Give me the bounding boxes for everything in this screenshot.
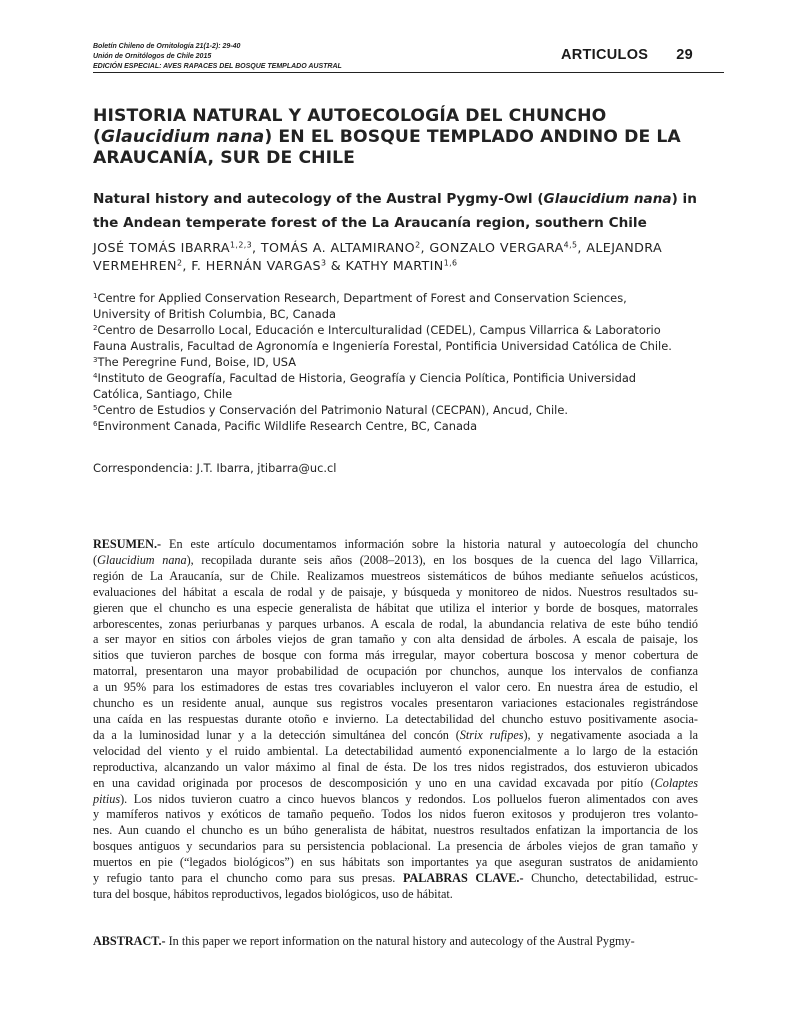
- resumen-line: [93, 744, 698, 760]
- title-part1: HISTORIA NATURAL Y AUTOECOLOGÍA DEL CHUNCHO (: [93, 106, 607, 147]
- affiliation-text: Católica, Santiago, Chile: [93, 387, 233, 401]
- title-part2: ) EN EL BOSQUE TEMPLADO ANDINO DE LA ARAUCANÍA, SUR DE CHILE: [93, 127, 681, 168]
- resumen-text: tura del bosque, hábitos reproductivos, legados biológicos, uso de hábitat.: [93, 886, 453, 901]
- resumen-text: muertos en pie (“legados biológicos”) en sus hábitats son importantes ya que aseguran sustratos de anidamiento: [93, 855, 698, 870]
- author-name: JOSÉ TOMÁS IBARRA: [93, 240, 231, 255]
- resumen-heading: RESUMEN.-: [93, 537, 162, 551]
- resumen-line: [93, 760, 698, 776]
- article-title: [93, 106, 713, 169]
- resumen-text: Chuncho, detectabilidad, estruc-: [523, 871, 698, 886]
- resumen-text: ). Los nidos tuvieron cuatro a cinco huevos blancos y redondos. Los polluelos fueron alimentados con aves: [120, 791, 698, 806]
- resumen-line: [93, 871, 698, 887]
- resumen-line: [93, 712, 698, 728]
- resumen-text: evaluaciones del hábitat a escala de rodal y de paisaje, y búsqueda y monitoreo de nidos. Nuestros resultados su-: [93, 584, 698, 599]
- resumen-line: [93, 617, 698, 633]
- author-list: [93, 239, 713, 275]
- page-number: 29: [676, 47, 693, 63]
- author-name: TOMÁS A. ALTAMIRANO: [260, 240, 416, 255]
- resumen-text: (: [93, 552, 98, 567]
- english-title: [93, 187, 713, 235]
- resumen-text: a ser mayor en sitios con árboles viejos de gran tamaño y con alta densidad de árboles. A escala de paisaje, los: [93, 632, 698, 647]
- resumen-text: sitios que tuvieron parches de bosque con forma más irregular, mayor cobertura boscosa y menor cobertura de: [93, 648, 698, 663]
- resumen-text: región de La Araucanía, sur de Chile. Realizamos muestreos sistemáticos de búhos mediante señuelos acústicos,: [93, 568, 698, 583]
- affiliation-number: 6: [93, 419, 98, 429]
- resumen-line: [93, 728, 698, 744]
- affiliation-line: [93, 290, 713, 306]
- affiliation-line: [93, 370, 713, 386]
- affiliation-text: Instituto de Geografía, Facultad de Historia, Geografía y Ciencia Política, Pontificia Universidad: [97, 371, 637, 385]
- affiliation-number: 4: [93, 371, 98, 381]
- resumen-text: ), recopilada durante seis años (2008–2013), en los bosques de la cuenca del lago Villarrica,: [186, 552, 699, 567]
- resumen-text: bosques antiguos y secundarios para su persistencia poblacional. La presencia de árboles viejos de gran tamaño y: [93, 839, 698, 854]
- author-separator: ,: [577, 240, 587, 255]
- author-separator: &: [326, 258, 346, 273]
- resumen-text: ), y negativamente asociada a la: [523, 727, 699, 742]
- author-name: F. HERNÁN VARGAS: [191, 258, 321, 273]
- resumen-line: [93, 887, 698, 903]
- affiliation-number: 5: [93, 403, 98, 413]
- journal-citation: Boletín Chileno de Ornitología 21(1-2): 29-40: [93, 43, 241, 50]
- subtitle-species: Glaucidium nana: [543, 191, 672, 207]
- resumen-text: arborescentes, zonas periurbanas y parques urbanos. A escala de rodal, la abundancia relativa de este búho tendió: [93, 616, 698, 631]
- author-name: GONZALO VERGARA: [429, 240, 564, 255]
- species-name: Colaptes: [654, 775, 698, 790]
- resumen-text: y refugio tanto para el chuncho como para sus presas.: [93, 871, 403, 886]
- author-affiliation-marker: 2: [176, 258, 183, 268]
- resumen-line: [93, 601, 698, 617]
- affiliation-text: Fauna Australis, Facultad de Agronomía e Ingeniería Forestal, Pontificia Universidad Católica de Chile.: [93, 339, 672, 353]
- author-affiliation-marker: 4,5: [563, 240, 578, 250]
- affiliation-line: [93, 338, 713, 354]
- affiliation-text: Environment Canada, Pacific Wildlife Research Centre, BC, Canada: [97, 419, 478, 433]
- resumen-line: [93, 553, 698, 569]
- resumen-text: da a la luminosidad lunar y a la detección simultánea del concón (: [93, 727, 460, 742]
- abstract-label: ABSTRACT.-: [93, 934, 166, 948]
- author-separator: ,: [252, 240, 261, 255]
- affiliation-line: [93, 306, 713, 322]
- resumen-line: [93, 585, 698, 601]
- resumen-line: [93, 823, 698, 839]
- header-rule: [93, 72, 724, 73]
- resumen-text: velocidad del viento y el ruido ambiental. La detectabilidad aumentó exponencialmente a lo largo de la estación: [93, 743, 698, 758]
- affiliation-line: [93, 322, 713, 338]
- resumen-line: [93, 807, 698, 823]
- special-edition: EDICIÓN ESPECIAL: AVES RAPACES DEL BOSQUE TEMPLADO AUSTRAL: [93, 63, 342, 70]
- species-name: Strix rufipes: [459, 727, 524, 742]
- author-affiliation-marker: 3: [320, 258, 327, 268]
- resumen-paragraph: [93, 537, 698, 903]
- resumen-heading: PALABRAS CLAVE.-: [402, 871, 524, 886]
- journal-publisher: Unión de Ornitólogos de Chile 2015: [93, 53, 212, 60]
- resumen-line: [93, 664, 698, 680]
- author-affiliation-marker: 1,6: [443, 258, 458, 268]
- species-name: Glaucidium nana: [97, 552, 187, 567]
- resumen-text: una caída en las respuestas durante otoño e invierno. La detectabilidad del chuncho estuvo positivamente asocia-: [93, 711, 698, 726]
- author-name: ALEJANDRA VERMEHREN: [93, 240, 663, 273]
- affiliation-text: The Peregrine Fund, Boise, ID, USA: [97, 355, 297, 369]
- resumen-text: a un 95% para los estimadores de estas tres covariables incluyeron el valor cero. En nuestra área de estudio, el: [93, 680, 698, 695]
- abstract-paragraph: [93, 934, 698, 950]
- resumen-text: en una cavidad originada por procesos de descomposición y uno en una cavidad excavada por pitío (: [93, 775, 655, 790]
- species-name: pitius: [93, 791, 121, 806]
- resumen-text: reproductiva, alcanzando un valor máximo al final de ésta. De los tres nidos registrados, dos estuvieron ubicados: [93, 759, 698, 774]
- resumen-text: gieren que el chuncho es una especie generalista de hábitat que utiliza el interior y borde de bosques, matorrales: [93, 600, 698, 615]
- resumen-line: [93, 680, 698, 696]
- resumen-line: [93, 776, 698, 792]
- resumen-text: En este artículo documentamos información sobre la historia natural y autoecología del chuncho: [161, 537, 698, 551]
- affiliation-line: [93, 402, 713, 418]
- resumen-text: chuncho es un residente anual, aunque sus registros vocales presentaron variaciones estacionales registrándose: [93, 696, 698, 711]
- resumen-line: [93, 648, 698, 664]
- resumen-line: [93, 792, 698, 808]
- resumen-line: [93, 839, 698, 855]
- author-separator: ,: [420, 240, 430, 255]
- affiliation-number: 3: [93, 355, 98, 365]
- affiliation-line: [93, 354, 713, 370]
- author-separator: ,: [182, 258, 192, 273]
- subtitle-part2: ) in the Andean temperate forest of the La Araucanía region, southern Chile: [93, 191, 697, 231]
- affiliation-line: [93, 418, 713, 434]
- subtitle-part1: Natural history and autecology of the Austral Pygmy-Owl (: [93, 191, 544, 207]
- affiliation-list: [93, 290, 713, 434]
- resumen-line: [93, 696, 698, 712]
- journal-info: [93, 42, 342, 72]
- resumen-line: [93, 537, 698, 553]
- affiliation-text: Centro de Desarrollo Local, Educación e Interculturalidad (CEDEL), Campus Villarrica & Laboratorio: [97, 323, 661, 337]
- resumen-line: [93, 855, 698, 871]
- affiliation-text: University of British Columbia, BC, Canada: [93, 307, 336, 321]
- affiliation-line: [93, 386, 713, 402]
- title-species: Glaucidium nana: [100, 127, 265, 147]
- section-label: ARTICULOS: [560, 47, 649, 63]
- author-affiliation-marker: 2: [415, 240, 421, 250]
- affiliation-number: 2: [93, 323, 98, 333]
- resumen-text: matorral, presentaron una mayor probabilidad de ocupación por chunchos, aunque los intervalos de confianza: [93, 664, 698, 679]
- resumen-text: nes. Aun cuando el chuncho es un búho generalista de hábitat, nuestros resultados enfatizan la importancia de los: [93, 823, 698, 838]
- author-name: KATHY MARTIN: [345, 258, 444, 273]
- affiliation-text: Centro de Estudios y Conservación del Patrimonio Natural (CECPAN), Ancud, Chile.: [97, 403, 568, 417]
- resumen-text: y mamíferos nativos y exóticos de tamaño pequeño. Todos los nidos fueron exitosos y produjeron tres volanto-: [93, 807, 698, 822]
- resumen-line: [93, 632, 698, 648]
- resumen-line: [93, 569, 698, 585]
- correspondence: Correspondencia: J.T. Ibarra, jtibarra@uc.cl: [93, 461, 337, 475]
- author-affiliation-marker: 1,2,3: [230, 240, 253, 250]
- affiliation-text: Centre for Applied Conservation Research, Department of Forest and Conservation Sciences,: [97, 291, 627, 305]
- section-and-page: [561, 47, 693, 63]
- affiliation-number: 1: [93, 291, 98, 301]
- abstract-text: In this paper we report information on the natural history and autecology of the Austral Pygmy-: [165, 934, 635, 948]
